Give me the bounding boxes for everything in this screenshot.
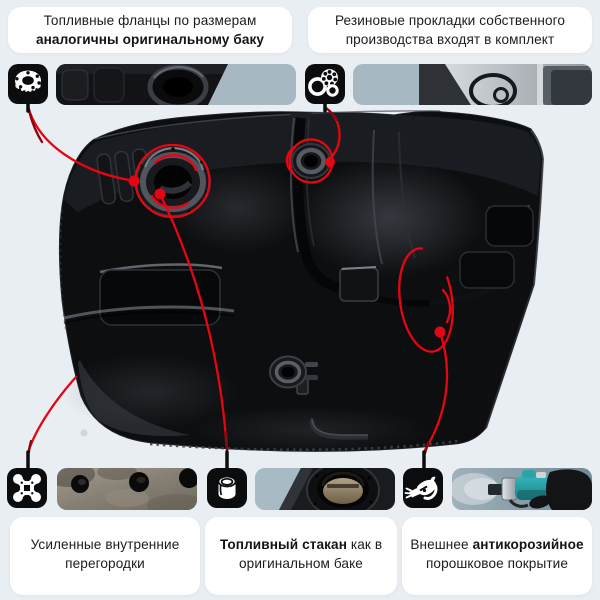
powder-coating-spray-photo	[452, 468, 592, 510]
baffle-plate-icon	[7, 468, 47, 508]
fuel-cup-opening-photo	[255, 468, 395, 510]
feature-text-coating: Внешнее антикорозийное порошковое покрытие	[410, 537, 584, 571]
feature-text-baffles: Усиленные внутренние перегородки	[30, 537, 180, 571]
feature-text-cup: Топливный стакан как в оригинальном баке	[219, 537, 383, 571]
internal-baffles-photo	[57, 468, 197, 510]
feature-card-flanges	[8, 7, 292, 53]
feature-card-gaskets	[308, 7, 592, 53]
fuel-flange-icon	[8, 64, 48, 104]
rubber-gasket-closeup-photo	[353, 64, 592, 105]
spray-gun-icon	[403, 468, 443, 508]
feature-card-baffles	[10, 517, 200, 595]
feature-card-coating	[402, 517, 592, 595]
tank-flange-closeup-photo	[56, 64, 296, 105]
tank-body	[59, 111, 543, 454]
fuel-cup-icon	[207, 468, 247, 508]
feature-card-cup	[205, 517, 397, 595]
vent-flange	[292, 144, 330, 178]
feature-text-gaskets: Резиновые прокладки собственного производства входят в комплект	[334, 13, 566, 47]
rubber-gaskets-icon	[305, 64, 345, 104]
feature-text-flanges: Топливные фланцы по размерам аналогичны оригинальному баку	[35, 13, 265, 47]
